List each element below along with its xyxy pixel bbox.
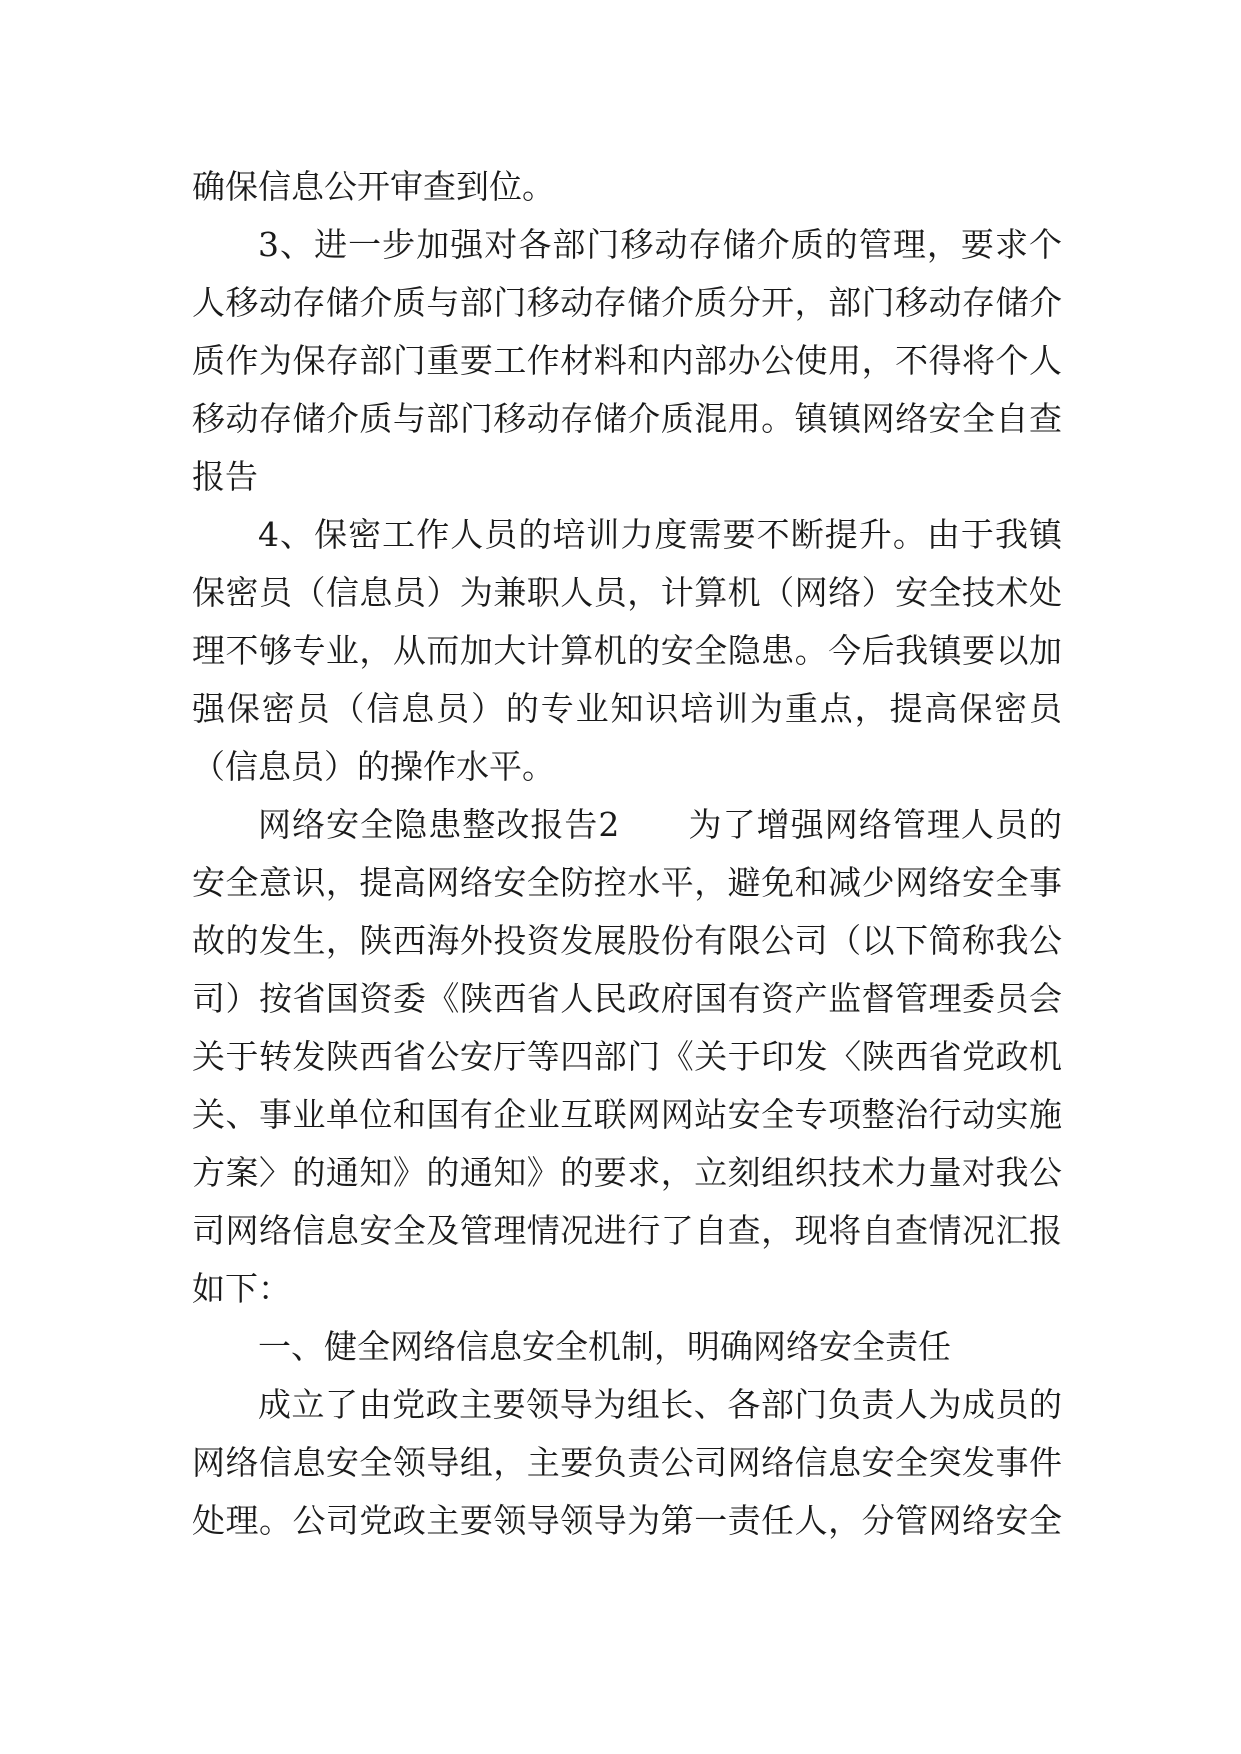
text-line: 理不够专业，从而加大计算机的安全隐患。今后我镇要以加 bbox=[192, 631, 1062, 670]
text-line: 司）按省国资委《陕西省人民政府国有资产监督管理委员会 bbox=[192, 979, 1062, 1018]
text-line: 强保密员（信息员）的专业知识培训为重点，提高保密员 bbox=[192, 689, 1062, 728]
text-line: 如下： bbox=[192, 1269, 291, 1308]
text-line: 3、进一步加强对各部门移动存储介质的管理，要求个 bbox=[258, 225, 1062, 264]
text-line: 网络信息安全领导组，主要负责公司网络信息安全突发事件 bbox=[192, 1443, 1062, 1482]
text-line: 故的发生，陕西海外投资发展股份有限公司（以下简称我公 bbox=[192, 921, 1062, 960]
text-line: 网络安全隐患整改报告2 为了增强网络管理人员的 bbox=[258, 805, 1062, 844]
text-line: 关、事业单位和国有企业互联网网站安全专项整治行动实施 bbox=[192, 1095, 1062, 1134]
text-line: 处理。公司党政主要领导领导为第一责任人，分管网络安全 bbox=[192, 1501, 1062, 1540]
text-line: 成立了由党政主要领导为组长、各部门负责人为成员的 bbox=[258, 1385, 1062, 1424]
text-line: 保密员（信息员）为兼职人员，计算机（网络）安全技术处 bbox=[192, 573, 1062, 612]
text-line: 移动存储介质与部门移动存储介质混用。镇镇网络安全自查 bbox=[192, 399, 1062, 438]
text-line: 安全意识，提高网络安全防控水平，避免和减少网络安全事 bbox=[192, 863, 1062, 902]
text-line: 司网络信息安全及管理情况进行了自查，现将自查情况汇报 bbox=[192, 1211, 1062, 1250]
text-line: 确保信息公开审查到位。 bbox=[192, 167, 555, 206]
text-line: 关于转发陕西省公安厅等四部门《关于印发〈陕西省党政机 bbox=[192, 1037, 1062, 1076]
text-line: （信息员）的操作水平。 bbox=[192, 747, 555, 786]
section-heading: 一、健全网络信息安全机制，明确网络安全责任 bbox=[258, 1327, 951, 1366]
text-line: 方案〉的通知》的通知》的要求，立刻组织技术力量对我公 bbox=[192, 1153, 1062, 1192]
text-line: 质作为保存部门重要工作材料和内部办公使用，不得将个人 bbox=[192, 341, 1062, 380]
text-line: 人移动存储介质与部门移动存储介质分开，部门移动存储介 bbox=[192, 283, 1062, 322]
text-line: 4、保密工作人员的培训力度需要不断提升。由于我镇 bbox=[258, 515, 1062, 554]
text-line: 报告 bbox=[192, 457, 258, 496]
